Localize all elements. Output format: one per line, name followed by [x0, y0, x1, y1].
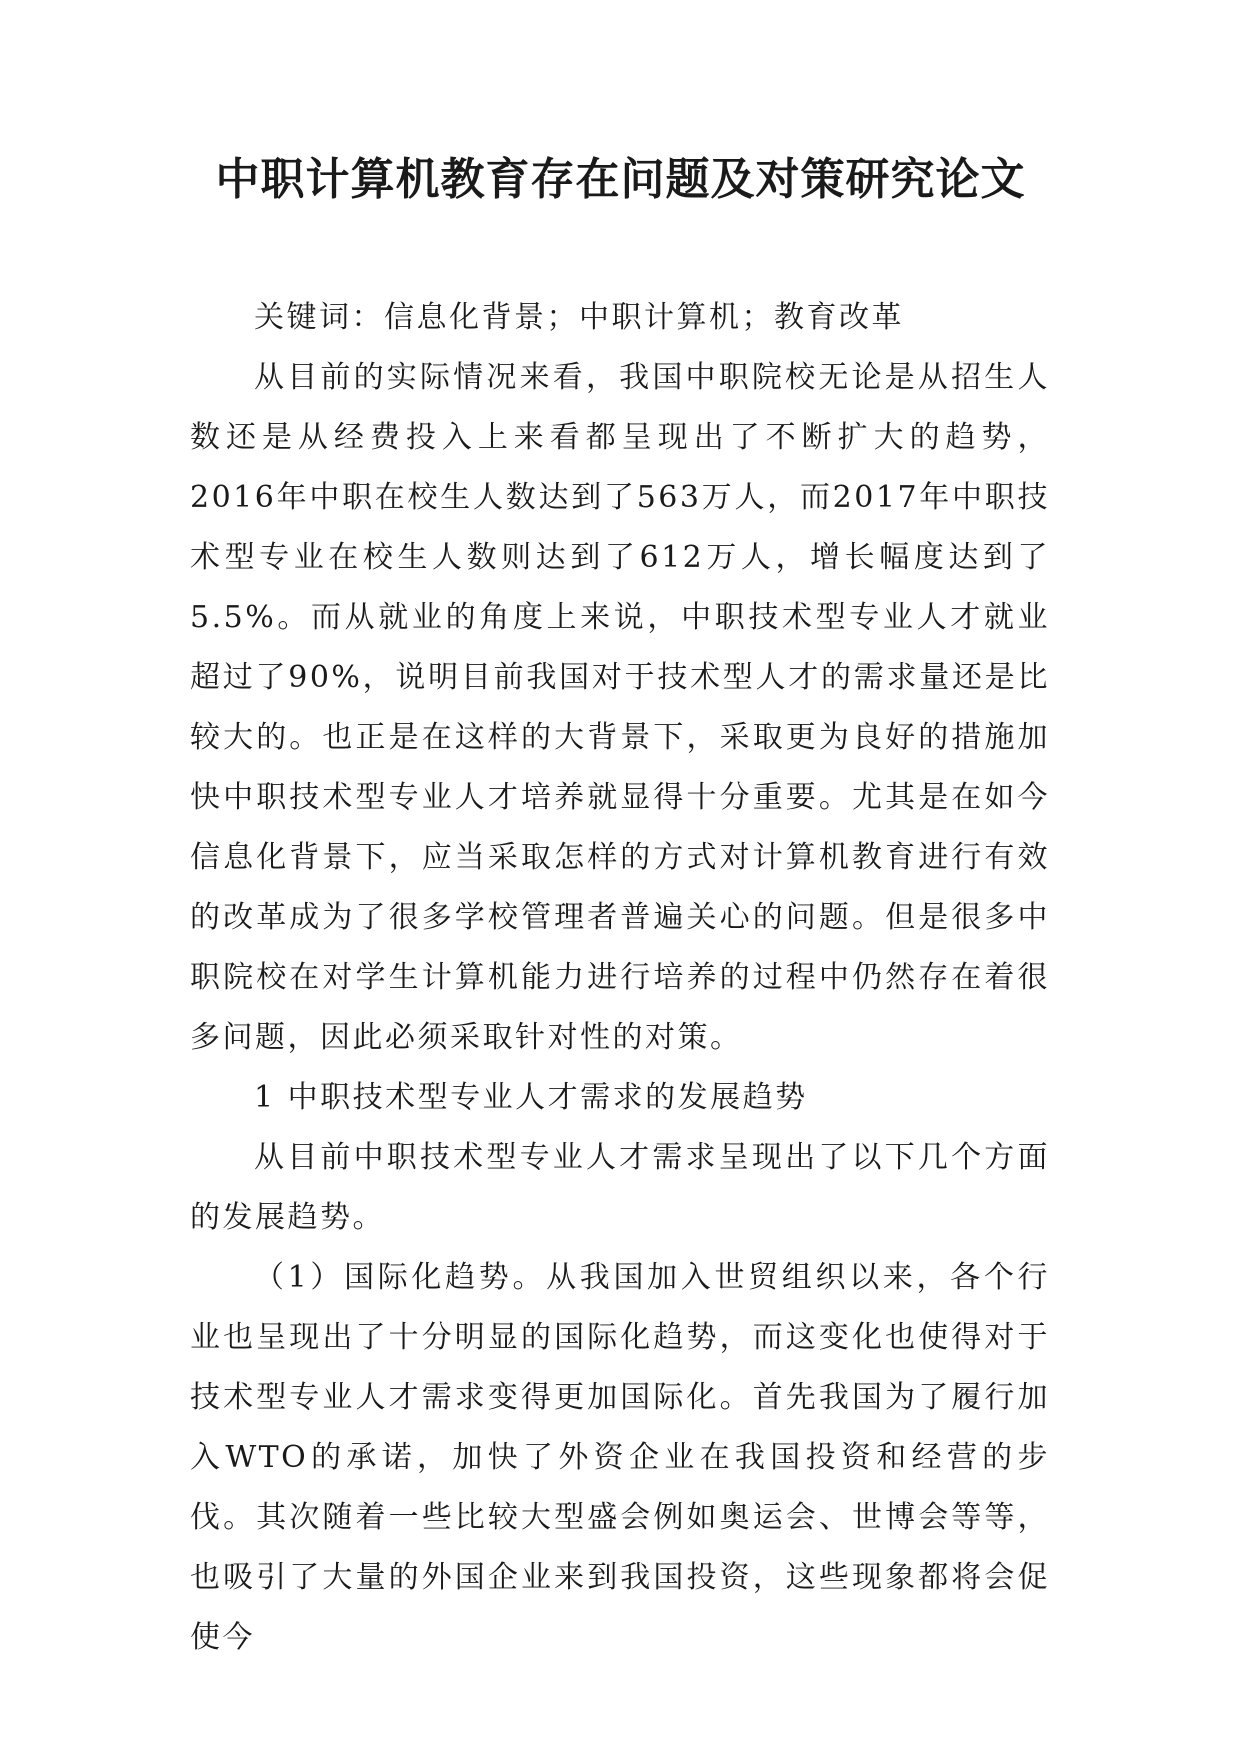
document-body [190, 288, 1050, 1668]
body-paragraph: 从目前中职技术型专业人才需求呈现出了以下几个方面的发展趋势。 [190, 1140, 1050, 1235]
body-paragraph: 从目前的实际情况来看，我国中职院校无论是从招生人数还是从经费投入上来看都呈现出了不断扩大的趋势，2016年中职在校生人数达到了563万人，而2017年中职技术型专业在校生人数则达到了612万人，增长幅度达到了5.5%。而从就业的角度上来说，中职技术型专业人才就业超过了90%，说明目前我国对于技术型人才的需求量还是比较大的。也正是在这样的大背景下，采取更为良好的措施加快中职技术型专业人才培养就显得十分重要。尤其是在如今信息化背景下，应当采取怎样的方式对计算机教育进行有效的改革成为了很多学校管理者普遍关心的问题。但是很多中职院校在对学生计算机能力进行培养的过程中仍然存在着很多问题，因此必须采取针对性的对策。 [190, 360, 1050, 1055]
section-heading: 1 中职技术型专业人才需求的发展趋势 [254, 1080, 808, 1115]
document-title: 中职计算机教育存在问题及对策研究论文 [215, 154, 1026, 205]
body-paragraph: （1）国际化趋势。从我国加入世贸组织以来，各个行业也呈现出了十分明显的国际化趋势，而这变化也使得对于技术型专业人才需求变得更加国际化。首先我国为了履行加入WTO的承诺，加快了外资企业在我国投资和经营的步伐。其次随着一些比较大型盛会例如奥运会、世博会等等，也吸引了大量的外国企业来到我国投资，这些现象都将会促使今 [190, 1260, 1050, 1655]
keywords-line: 关键词：信息化背景；中职计算机；教育改革 [254, 300, 904, 335]
